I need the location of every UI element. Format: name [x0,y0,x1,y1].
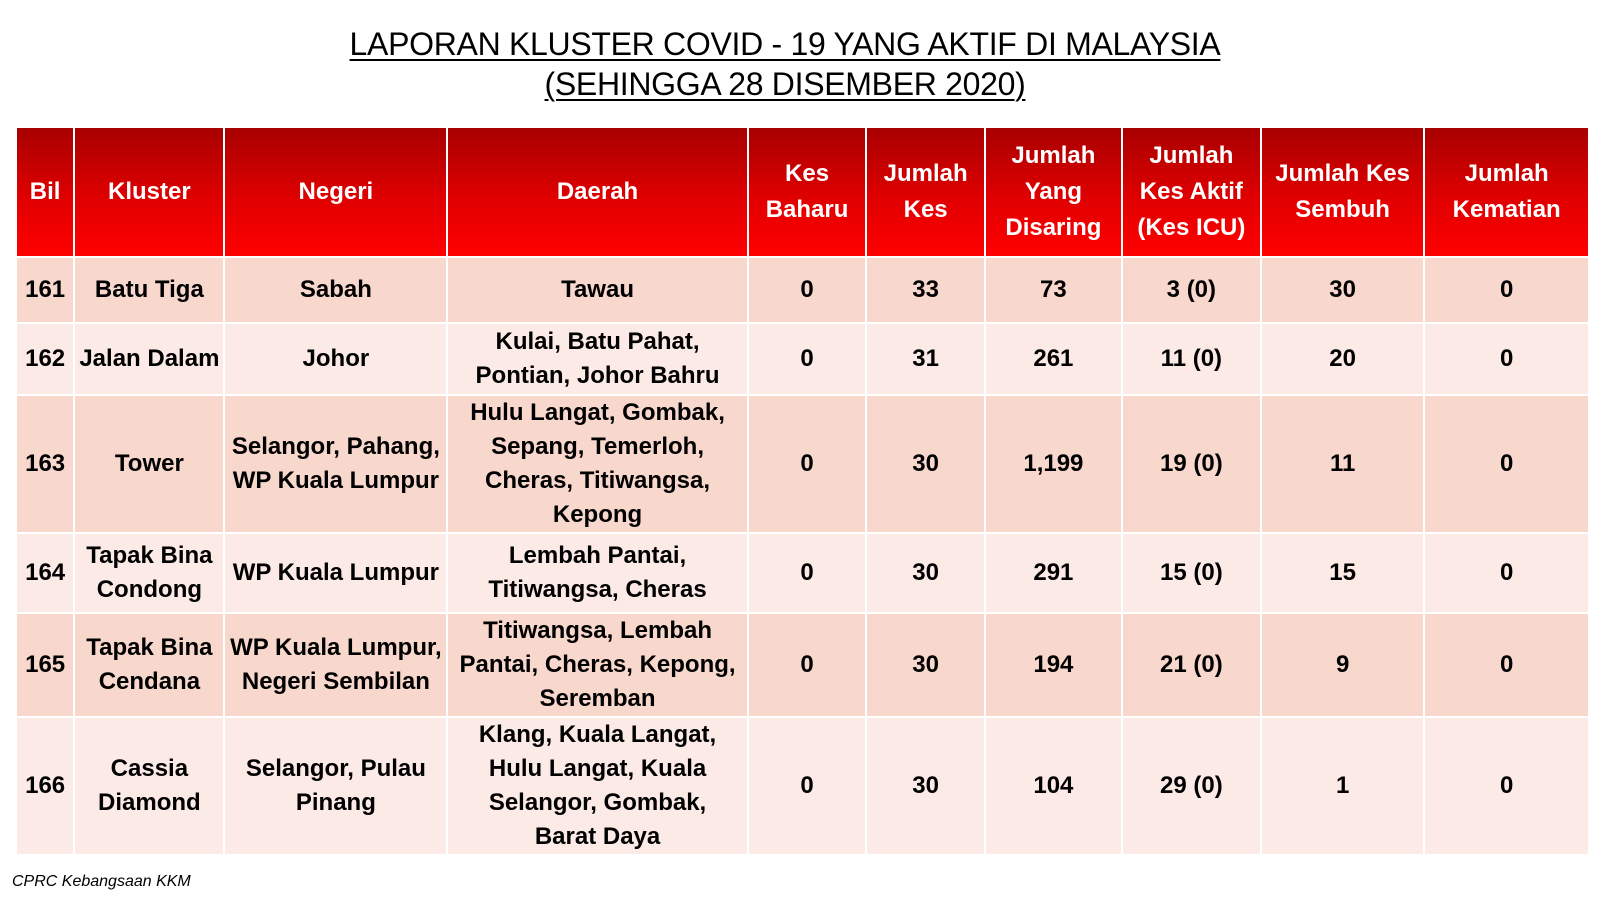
cell-kluster: Cassia Diamond [74,717,224,855]
cell-kes-baharu: 0 [748,533,867,613]
cell-jumlah-disaring: 1,199 [985,395,1122,533]
cell-kluster: Jalan Dalam [74,323,224,395]
cell-kes-baharu: 0 [748,613,867,717]
cell-kes-baharu: 0 [748,395,867,533]
cell-jumlah-kes: 30 [866,717,985,855]
cell-daerah: Tawau [447,257,747,323]
cell-jumlah-kes-aktif: 19 (0) [1122,395,1261,533]
cell-jumlah-kematian: 0 [1424,533,1589,613]
header-jumlah-kematian: Jumlah Kematian [1424,127,1589,257]
cell-jumlah-kes: 30 [866,533,985,613]
cell-kluster: Batu Tiga [74,257,224,323]
header-kluster: Kluster [74,127,224,257]
cell-daerah: Kulai, Batu Pahat, Pontian, Johor Bahru [447,323,747,395]
cell-jumlah-kes: 30 [866,395,985,533]
cell-jumlah-kes-aktif: 29 (0) [1122,717,1261,855]
title-line-2: (SEHINGGA 28 DISEMBER 2020) [544,66,1026,102]
cell-jumlah-kematian: 0 [1424,613,1589,717]
header-negeri: Negeri [224,127,447,257]
table-row [16,323,1589,395]
cell-negeri: WP Kuala Lumpur, Negeri Sembilan [224,613,447,717]
cell-bil: 165 [16,613,74,717]
cell-jumlah-kes-sembuh: 1 [1261,717,1425,855]
cell-jumlah-kes: 31 [866,323,985,395]
table-row [16,717,1589,855]
title-line-1: LAPORAN KLUSTER COVID - 19 YANG AKTIF DI MALAYSIA [349,26,1221,62]
cell-jumlah-kematian: 0 [1424,395,1589,533]
cell-daerah: Lembah Pantai, Titiwangsa, Cheras [447,533,747,613]
cell-kluster: Tapak Bina Cendana [74,613,224,717]
cell-jumlah-kes-sembuh: 30 [1261,257,1425,323]
cell-jumlah-kes: 30 [866,613,985,717]
header-jumlah-kes-sembuh: Jumlah Kes Sembuh [1261,127,1425,257]
cell-jumlah-kematian: 0 [1424,717,1589,855]
cell-bil: 166 [16,717,74,855]
cell-jumlah-kes-sembuh: 9 [1261,613,1425,717]
cell-jumlah-disaring: 261 [985,323,1122,395]
cell-kluster: Tower [74,395,224,533]
cell-jumlah-kes-aktif: 21 (0) [1122,613,1261,717]
cell-negeri: Selangor, Pulau Pinang [224,717,447,855]
cell-jumlah-disaring: 291 [985,533,1122,613]
table-row [16,395,1589,533]
cell-negeri: Sabah [224,257,447,323]
header-jumlah-disaring: Jumlah Yang Disaring [985,127,1122,257]
table-header-row [16,127,1589,257]
cell-negeri: Selangor, Pahang, WP Kuala Lumpur [224,395,447,533]
cell-bil: 162 [16,323,74,395]
cell-jumlah-disaring: 194 [985,613,1122,717]
cell-jumlah-kes-aktif: 11 (0) [1122,323,1261,395]
cell-jumlah-kematian: 0 [1424,257,1589,323]
cell-daerah: Titiwangsa, Lembah Pantai, Cheras, Kepong, Seremban [447,613,747,717]
header-jumlah-kes-aktif: Jumlah Kes Aktif (Kes ICU) [1122,127,1261,257]
source-caption: CPRC Kebangsaan KKM [12,873,191,890]
cell-bil: 161 [16,257,74,323]
cell-kes-baharu: 0 [748,323,867,395]
table-row [16,257,1589,323]
cell-bil: 163 [16,395,74,533]
cell-kes-baharu: 0 [748,717,867,855]
cell-jumlah-kes-aktif: 3 (0) [1122,257,1261,323]
header-daerah: Daerah [447,127,747,257]
cell-jumlah-kematian: 0 [1424,323,1589,395]
cell-daerah: Klang, Kuala Langat, Hulu Langat, Kuala Selangor, Gombak, Barat Daya [447,717,747,855]
cell-kes-baharu: 0 [748,257,867,323]
cell-negeri: Johor [224,323,447,395]
cell-jumlah-disaring: 73 [985,257,1122,323]
header-jumlah-kes: Jumlah Kes [866,127,985,257]
cell-jumlah-kes: 33 [866,257,985,323]
table-row [16,533,1589,613]
header-kes-baharu: Kes Baharu [748,127,867,257]
cell-jumlah-kes-sembuh: 11 [1261,395,1425,533]
cell-kluster: Tapak Bina Condong [74,533,224,613]
cluster-table [15,126,1590,856]
header-bil: Bil [16,127,74,257]
report-title [0,24,1570,104]
cell-jumlah-kes-sembuh: 15 [1261,533,1425,613]
cell-daerah: Hulu Langat, Gombak, Sepang, Temerloh, Cheras, Titiwangsa, Kepong [447,395,747,533]
cell-jumlah-disaring: 104 [985,717,1122,855]
cell-jumlah-kes-sembuh: 20 [1261,323,1425,395]
table-row [16,613,1589,717]
cell-bil: 164 [16,533,74,613]
cell-jumlah-kes-aktif: 15 (0) [1122,533,1261,613]
cell-negeri: WP Kuala Lumpur [224,533,447,613]
